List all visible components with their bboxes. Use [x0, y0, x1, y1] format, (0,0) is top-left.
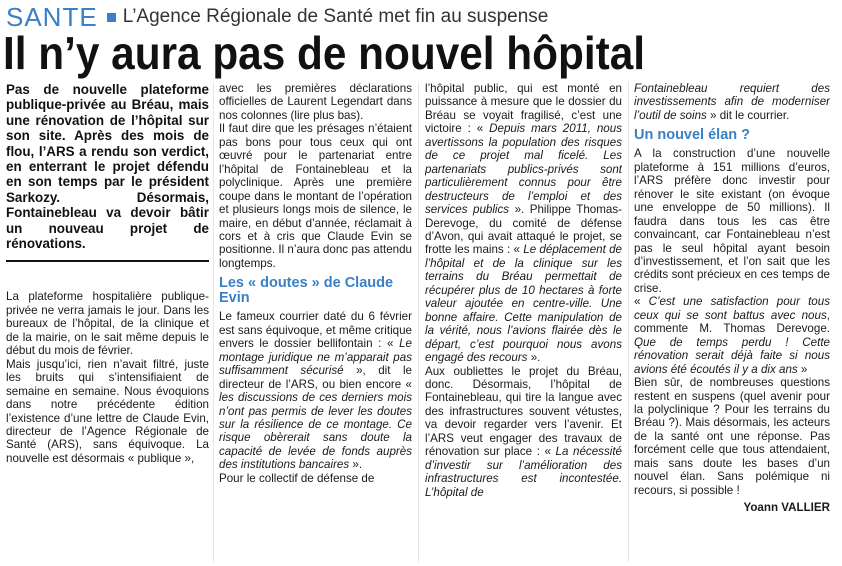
col4-paragraph-2: A la construction d’une nouvelle plateforme à 151 millions d’euros, l’ARS préfère donc investir pour rénover le site existant (on évoque une enveloppe de 50 millions). Il faudra dans tous les cas être convaincant, car Fontainebleau n’est pas le seul hôpital ayant besoin d’investissement, et l’on sait que les crédits sont précieux en ces temps de crise. [634, 147, 830, 295]
column-divider [628, 82, 629, 562]
article-subtitle: L’Agence Régionale de Santé met fin au suspense [122, 6, 549, 27]
column-1 [6, 82, 209, 562]
column-3 [425, 82, 622, 562]
article-lede: Pas de nouvelle plateforme publique-privée au Bréau, mais une rénovation de l’hôpital sur son site. Après des mois de flou, l’ARS a rendu son verdict, en enterrant le projet défendu en son temps par le président Sarkozy. Désormais, Fontainebleau va devoir bâtir un nouveau projet de rénovations. [6, 82, 209, 252]
col1-paragraph-1: La plateforme hospitalière publique-privée ne verra jamais le jour. Dans les bureaux de l’hôpital, de la clinique et de la mairie, on le sait même depuis le début du mois de février. [6, 290, 209, 358]
author-signature: Yoann VALLIER [743, 501, 830, 515]
column-divider [213, 82, 214, 562]
col4-paragraph-3: « C’est une satisfaction pour tous ceux qui se sont battus avec nous, commente M. Thomas Derevoge. Que de temps perdu ! Cette rénovation serait déjà faite si nous avions été écoutés il y a dix ans » [634, 295, 830, 376]
col2-paragraph-4: Pour le collectif de défense de [219, 471, 375, 485]
kicker-square-icon [107, 13, 116, 22]
col2-paragraph-1: avec les premières déclarations officielles de Laurent Legendart dans nos colonnes (lire plus bas). [219, 82, 412, 122]
col2-paragraph-2: Il faut dire que les présages n’étaient pas bons pour tous ceux qui ont œuvré pour le partenariat entre l’hôpital de Fontainebleau et la polyclinique. Après une première coupe dans le montant de l’opération et plusieurs longs mois de silence, le maire, en début d’année, réclamait à cors et à cris que Claude Evin se positionne. Il n’aura donc pas attendu longtemps. [219, 122, 412, 270]
col4-paragraph-4: Bien sûr, de nombreuses questions restent en suspens (quel avenir pour la polyclinique ? Pour les terrains du Bréau ?). Mais désormais, les acteurs de la santé ont une réponse. Pas forcément celle que tous attendaient, mais sans doute les bases d’un nouvel élan. Sans polémique ni recours, si possible ! [634, 376, 830, 497]
col4-paragraph-1: Fontainebleau requiert des investissements afin de moderniser l’outil de soins » dit le courrier. [634, 82, 830, 122]
subhead-doutes: Les « doutes » de Claude Evin [219, 275, 394, 307]
column-4 [634, 82, 830, 562]
col3-paragraph-1: l’hôpital public, qui est monté en puissance à mesure que le dossier du Bréau se voyait fragilisé, c’est une victoire : « Depuis mars 2011, nous avertissons la population des risques de ce projet mal ficelé. Les partenariats publics-privés sont particulièrement connus pour être destructeurs de l’emploi et des services publics ». Philippe Thomas-Derevoge, du comité de défense d’Avon, qui avait attaqué le projet, se frotte les mains : « Le déplacement de l’hôpital et de la clinique sur les terrains du Bréau permettait de récupérer plus de 10 hectares à forte valeur ajoutée en centre-ville. Une bonne affaire. Cette manipulation de la vérité, nous l’avions flairée dès le départ, c’est pourquoi nous avons engagé des recours ». [425, 82, 622, 365]
column-2 [219, 82, 412, 562]
col2-paragraph-3: Le fameux courrier daté du 6 février est sans équivoque, et même critique envers le dossier bellifontain : « Le montage juridique ne m’apparait pas suffisamment sécurisé », dit le directeur de l’ARS, ou bien encore « les discussions de ces derniers mois n’ont pas permis de lever les doutes sur la résilience de ce montage. Ce risque obèrerait sans doute la capacité de levée de fonds auprès des institutions bancaires ». [219, 310, 412, 472]
column-divider [418, 82, 419, 562]
subhead-nouvel-elan: Un nouvel élan ? [634, 127, 751, 144]
section-kicker: SANTE [6, 2, 98, 32]
article-headline: Il n’y aura pas de nouvel hôpital [3, 27, 646, 79]
col1-paragraph-2: Mais jusqu’ici, rien n’avait filtré, juste les bruits qui s’intensifiaient de semaine en semaine. Nous évoquions dans notre précédente édition l’existence d’une lettre de Claude Evin, directeur de l’Agence Régionale de Santé (ARS), sans équivoque. La nouvelle est désormais « publique », [6, 357, 209, 465]
col3-paragraph-2: Aux oubliettes le projet du Bréau, donc. Désormais, l’hôpital de Fontainebleau, qui tire la langue avec des infrastructures souvent vétustes, va devoir regarder vers l’avenir. Et l’ARS veut engager des travaux de rénovation sur place : « La nécessité d’investir sur l’amélioration des infrastructures est incontestée. L’hôpital de [425, 364, 622, 499]
